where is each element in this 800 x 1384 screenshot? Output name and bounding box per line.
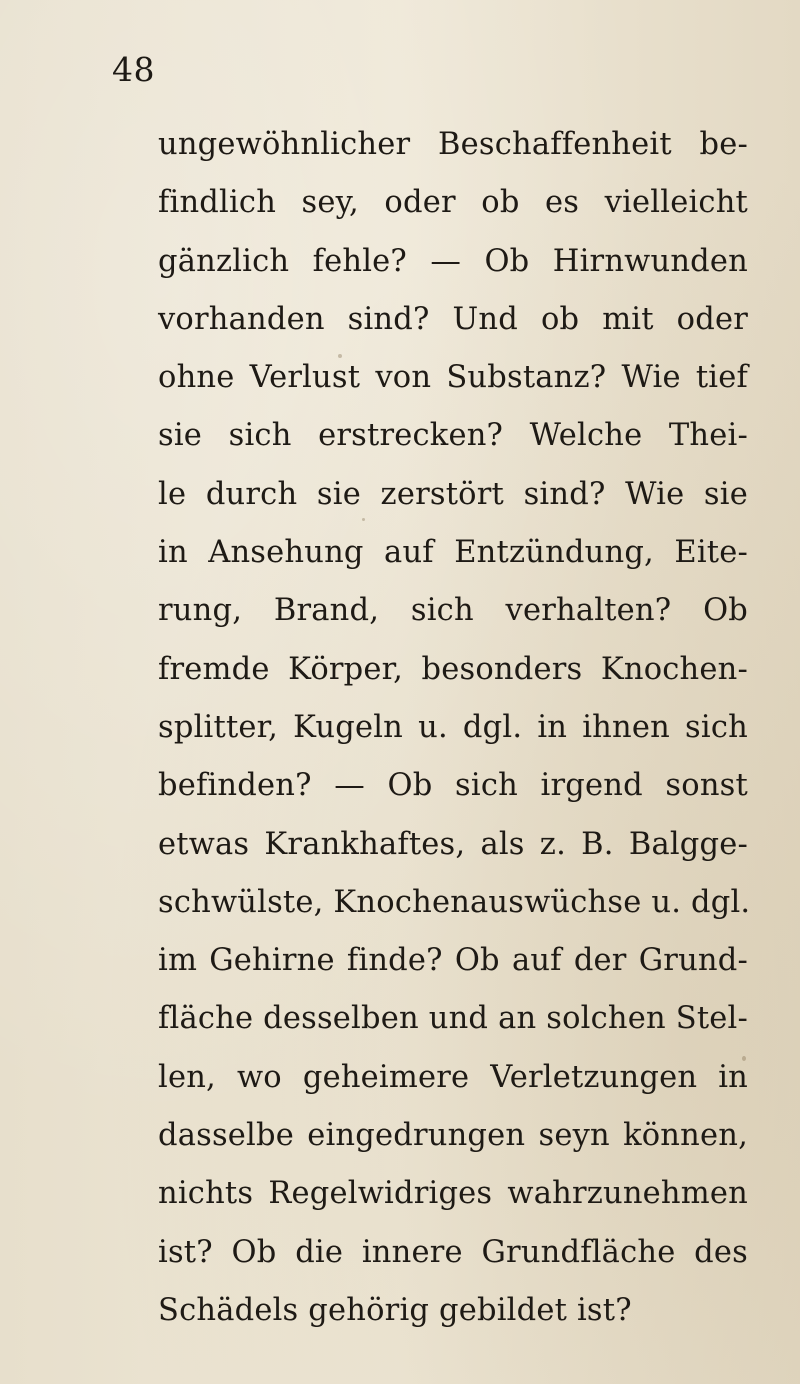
text-line: sie sich erstrecken? Welche Thei-	[158, 418, 748, 454]
paper-speck	[338, 354, 342, 358]
text-line: le durch sie zerstört sind? Wie sie	[158, 476, 748, 512]
paper-speck	[742, 1056, 746, 1061]
text-line: ist? Ob die innere Grundfläche des	[158, 1234, 748, 1270]
text-line: vorhanden sind? Und ob mit oder	[158, 301, 748, 337]
text-line: fremde Körper, besonders Knochen-	[158, 651, 748, 687]
text-line: ohne Verlust von Substanz? Wie tief	[158, 360, 748, 396]
text-line: etwas Krankhaftes, als z. B. Balgge-	[158, 826, 748, 862]
text-line: fläche desselben und an solchen Stel-	[158, 1001, 748, 1037]
text-line: nichts Regelwidriges wahrzunehmen	[158, 1176, 748, 1212]
text-line: splitter, Kugeln u. dgl. in ihnen sich	[158, 709, 748, 745]
text-line: befinden? — Ob sich irgend sonst	[158, 768, 748, 804]
text-line: schwülste, Knochenauswüchse u. dgl.	[158, 884, 751, 920]
text-line: rung, Brand, sich verhalten? Ob	[158, 593, 748, 629]
text-line: len, wo geheimere Verletzungen in	[158, 1059, 748, 1095]
body-text	[158, 116, 751, 1340]
text-line: Schädels gehörig gebildet ist?	[158, 1292, 632, 1328]
text-line: im Gehirne finde? Ob auf der Grund-	[158, 943, 748, 979]
text-line: dasselbe eingedrungen seyn können,	[158, 1118, 748, 1154]
text-line: in Ansehung auf Entzündung, Eite-	[158, 535, 748, 571]
text-line: ungewöhnlicher Beschaffenheit be-	[158, 127, 748, 162]
paper-speck	[362, 518, 365, 521]
page-number: 48	[112, 50, 155, 89]
text-line: findlich sey, oder ob es vielleicht	[158, 185, 748, 221]
text-line: gänzlich fehle? — Ob Hirnwunden	[158, 243, 748, 279]
